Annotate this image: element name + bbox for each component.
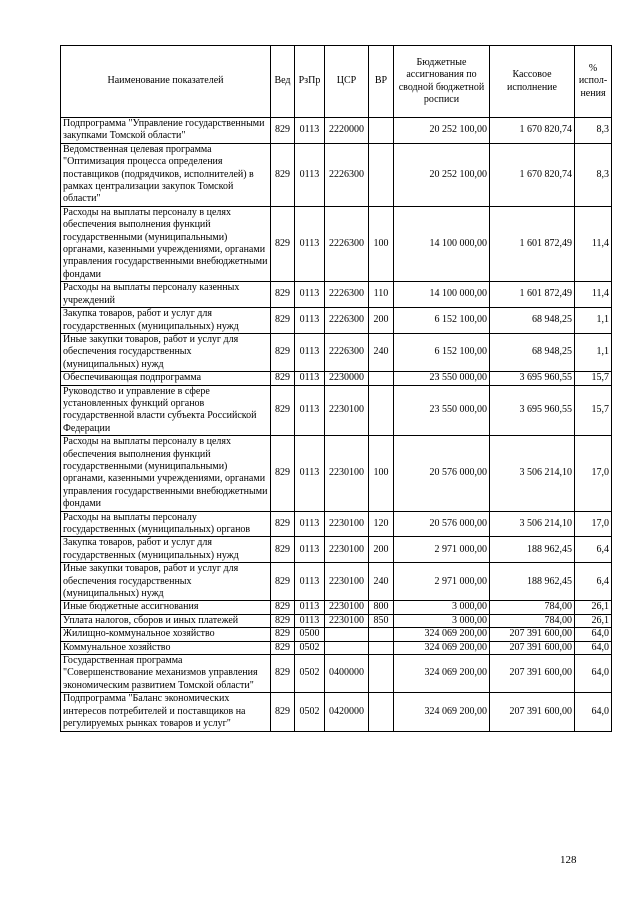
cell-vr xyxy=(369,628,394,641)
cell-rzpr: 0500 xyxy=(295,628,325,641)
cell-csr: 2230100 xyxy=(325,601,369,614)
cell-ved: 829 xyxy=(271,118,295,144)
cell-csr: 0400000 xyxy=(325,655,369,693)
cell-ved: 829 xyxy=(271,563,295,601)
table-row xyxy=(61,385,612,436)
cell-ved: 829 xyxy=(271,282,295,308)
cell-name: Уплата налогов, сборов и иных платежей xyxy=(61,614,271,627)
cell-rzpr: 0113 xyxy=(295,143,325,206)
cell-name: Ведомственная целевая программа "Оптимизация процесса определения поставщиков (подрядчиков, исполнителей) в рамках централизации закупок Томской области" xyxy=(61,143,271,206)
table-row xyxy=(61,563,612,601)
cell-ved: 829 xyxy=(271,628,295,641)
table-row xyxy=(61,206,612,281)
cell-percent: 64,0 xyxy=(575,641,612,654)
cell-budget: 20 576 000,00 xyxy=(394,511,490,537)
table-row xyxy=(61,537,612,563)
cell-rzpr: 0502 xyxy=(295,655,325,693)
cell-percent: 26,1 xyxy=(575,614,612,627)
cell-csr: 2220000 xyxy=(325,118,369,144)
cell-cash: 1 601 872,49 xyxy=(490,282,575,308)
table-row xyxy=(61,282,612,308)
cell-rzpr: 0113 xyxy=(295,511,325,537)
cell-ved: 829 xyxy=(271,333,295,371)
header-cash: Кассовое исполнение xyxy=(490,46,575,118)
table-row xyxy=(61,511,612,537)
cell-budget: 20 576 000,00 xyxy=(394,436,490,511)
cell-cash: 1 670 820,74 xyxy=(490,143,575,206)
cell-rzpr: 0502 xyxy=(295,693,325,731)
cell-name: Закупка товаров, работ и услуг для государственных (муниципальных) нужд xyxy=(61,308,271,334)
cell-csr: 2226300 xyxy=(325,308,369,334)
cell-budget: 6 152 100,00 xyxy=(394,308,490,334)
cell-cash: 784,00 xyxy=(490,601,575,614)
cell-rzpr: 0113 xyxy=(295,333,325,371)
cell-vr xyxy=(369,385,394,436)
cell-cash: 3 695 960,55 xyxy=(490,372,575,385)
cell-vr xyxy=(369,693,394,731)
cell-vr: 850 xyxy=(369,614,394,627)
cell-percent: 8,3 xyxy=(575,143,612,206)
cell-percent: 6,4 xyxy=(575,537,612,563)
cell-ved: 829 xyxy=(271,385,295,436)
cell-name: Обеспечивающая подпрограмма xyxy=(61,372,271,385)
cell-cash: 68 948,25 xyxy=(490,333,575,371)
cell-name: Государственная программа "Совершенствование механизмов управления экономическим развитием Томской области" xyxy=(61,655,271,693)
cell-name: Коммунальное хозяйство xyxy=(61,641,271,654)
cell-csr: 2226300 xyxy=(325,333,369,371)
cell-percent: 11,4 xyxy=(575,206,612,281)
cell-cash: 68 948,25 xyxy=(490,308,575,334)
cell-csr: 2230000 xyxy=(325,372,369,385)
table-row xyxy=(61,614,612,627)
cell-cash: 188 962,45 xyxy=(490,563,575,601)
cell-ved: 829 xyxy=(271,308,295,334)
cell-percent: 11,4 xyxy=(575,282,612,308)
cell-ved: 829 xyxy=(271,601,295,614)
table-row xyxy=(61,308,612,334)
cell-budget: 2 971 000,00 xyxy=(394,537,490,563)
cell-vr xyxy=(369,118,394,144)
cell-csr xyxy=(325,641,369,654)
cell-budget: 6 152 100,00 xyxy=(394,333,490,371)
cell-name: Расходы на выплаты персоналу в целях обеспечения выполнения функций государственными (муниципальными) органами, казенными учреждениями, органами управления государственными внебюджетными фондами xyxy=(61,436,271,511)
cell-vr xyxy=(369,372,394,385)
table-row xyxy=(61,693,612,731)
cell-rzpr: 0113 xyxy=(295,385,325,436)
table-row xyxy=(61,436,612,511)
cell-csr: 2230100 xyxy=(325,436,369,511)
cell-ved: 829 xyxy=(271,143,295,206)
cell-name: Иные закупки товаров, работ и услуг для обеспечения государственных (муниципальных) нужд xyxy=(61,333,271,371)
cell-percent: 1,1 xyxy=(575,333,612,371)
header-rzpr: РзПр xyxy=(295,46,325,118)
cell-vr: 200 xyxy=(369,308,394,334)
cell-rzpr: 0113 xyxy=(295,282,325,308)
cell-vr: 100 xyxy=(369,206,394,281)
header-percent: % испол-нения xyxy=(575,46,612,118)
cell-budget: 20 252 100,00 xyxy=(394,143,490,206)
cell-rzpr: 0502 xyxy=(295,641,325,654)
cell-percent: 15,7 xyxy=(575,385,612,436)
cell-cash: 1 601 872,49 xyxy=(490,206,575,281)
cell-cash: 1 670 820,74 xyxy=(490,118,575,144)
cell-percent: 26,1 xyxy=(575,601,612,614)
cell-vr: 110 xyxy=(369,282,394,308)
cell-name: Руководство и управление в сфере установленных функций органов государственной власти субъекта Российской Федерации xyxy=(61,385,271,436)
budget-execution-table xyxy=(60,45,612,732)
cell-name: Жилищно-коммунальное хозяйство xyxy=(61,628,271,641)
cell-rzpr: 0113 xyxy=(295,601,325,614)
cell-vr: 120 xyxy=(369,511,394,537)
cell-vr: 200 xyxy=(369,537,394,563)
cell-ved: 829 xyxy=(271,693,295,731)
cell-percent: 64,0 xyxy=(575,628,612,641)
cell-budget: 23 550 000,00 xyxy=(394,372,490,385)
table-row xyxy=(61,333,612,371)
cell-budget: 324 069 200,00 xyxy=(394,693,490,731)
cell-name: Подпрограмма "Управление государственными закупками Томской области" xyxy=(61,118,271,144)
cell-budget: 14 100 000,00 xyxy=(394,206,490,281)
cell-percent: 1,1 xyxy=(575,308,612,334)
cell-budget: 324 069 200,00 xyxy=(394,641,490,654)
cell-csr: 2226300 xyxy=(325,143,369,206)
cell-percent: 6,4 xyxy=(575,563,612,601)
cell-rzpr: 0113 xyxy=(295,436,325,511)
cell-name: Расходы на выплаты персоналу казенных учреждений xyxy=(61,282,271,308)
cell-ved: 829 xyxy=(271,537,295,563)
cell-cash: 3 506 214,10 xyxy=(490,436,575,511)
cell-budget: 324 069 200,00 xyxy=(394,628,490,641)
cell-vr: 100 xyxy=(369,436,394,511)
header-name: Наименование показателей xyxy=(61,46,271,118)
cell-ved: 829 xyxy=(271,614,295,627)
cell-cash: 188 962,45 xyxy=(490,537,575,563)
cell-cash: 3 506 214,10 xyxy=(490,511,575,537)
cell-percent: 64,0 xyxy=(575,693,612,731)
cell-csr xyxy=(325,628,369,641)
cell-csr: 0420000 xyxy=(325,693,369,731)
cell-percent: 15,7 xyxy=(575,372,612,385)
cell-csr: 2230100 xyxy=(325,614,369,627)
cell-rzpr: 0113 xyxy=(295,308,325,334)
cell-rzpr: 0113 xyxy=(295,206,325,281)
cell-csr: 2226300 xyxy=(325,206,369,281)
cell-rzpr: 0113 xyxy=(295,537,325,563)
cell-csr: 2226300 xyxy=(325,282,369,308)
table-row xyxy=(61,601,612,614)
cell-percent: 17,0 xyxy=(575,436,612,511)
cell-csr: 2230100 xyxy=(325,537,369,563)
cell-cash: 207 391 600,00 xyxy=(490,628,575,641)
table-row xyxy=(61,143,612,206)
cell-budget: 324 069 200,00 xyxy=(394,655,490,693)
cell-ved: 829 xyxy=(271,372,295,385)
header-csr: ЦСР xyxy=(325,46,369,118)
cell-budget: 3 000,00 xyxy=(394,614,490,627)
cell-ved: 829 xyxy=(271,206,295,281)
table-row xyxy=(61,655,612,693)
cell-budget: 14 100 000,00 xyxy=(394,282,490,308)
cell-budget: 20 252 100,00 xyxy=(394,118,490,144)
cell-ved: 829 xyxy=(271,655,295,693)
cell-vr: 240 xyxy=(369,333,394,371)
table-row xyxy=(61,118,612,144)
cell-csr: 2230100 xyxy=(325,563,369,601)
cell-ved: 829 xyxy=(271,436,295,511)
cell-csr: 2230100 xyxy=(325,511,369,537)
table-header-row xyxy=(61,46,612,118)
cell-vr xyxy=(369,641,394,654)
table-row xyxy=(61,372,612,385)
cell-vr xyxy=(369,143,394,206)
cell-vr: 240 xyxy=(369,563,394,601)
cell-name: Иные закупки товаров, работ и услуг для обеспечения государственных (муниципальных) нужд xyxy=(61,563,271,601)
page-number: 128 xyxy=(560,854,577,866)
cell-cash: 207 391 600,00 xyxy=(490,641,575,654)
header-budget: Бюджетные ассигнования по сводной бюджетной росписи xyxy=(394,46,490,118)
cell-ved: 829 xyxy=(271,511,295,537)
cell-cash: 3 695 960,55 xyxy=(490,385,575,436)
cell-budget: 2 971 000,00 xyxy=(394,563,490,601)
cell-cash: 207 391 600,00 xyxy=(490,655,575,693)
cell-rzpr: 0113 xyxy=(295,372,325,385)
cell-vr xyxy=(369,655,394,693)
cell-name: Расходы на выплаты персоналу в целях обеспечения выполнения функций государственными (муниципальными) органами, казенными учреждениями, органами управления государственными внебюджетными фондами xyxy=(61,206,271,281)
cell-name: Иные бюджетные ассигнования xyxy=(61,601,271,614)
cell-ved: 829 xyxy=(271,641,295,654)
cell-budget: 23 550 000,00 xyxy=(394,385,490,436)
cell-rzpr: 0113 xyxy=(295,118,325,144)
cell-cash: 207 391 600,00 xyxy=(490,693,575,731)
cell-rzpr: 0113 xyxy=(295,614,325,627)
cell-csr: 2230100 xyxy=(325,385,369,436)
cell-rzpr: 0113 xyxy=(295,563,325,601)
cell-percent: 17,0 xyxy=(575,511,612,537)
header-vr: ВР xyxy=(369,46,394,118)
cell-name: Закупка товаров, работ и услуг для государственных (муниципальных) нужд xyxy=(61,537,271,563)
cell-name: Подпрограмма "Баланс экономических интересов потребителей и поставщиков на регулируемых рынках товаров и услуг" xyxy=(61,693,271,731)
cell-percent: 64,0 xyxy=(575,655,612,693)
table-row xyxy=(61,628,612,641)
cell-cash: 784,00 xyxy=(490,614,575,627)
header-ved: Вед xyxy=(271,46,295,118)
table-body xyxy=(61,118,612,732)
cell-percent: 8,3 xyxy=(575,118,612,144)
cell-vr: 800 xyxy=(369,601,394,614)
table-row xyxy=(61,641,612,654)
cell-budget: 3 000,00 xyxy=(394,601,490,614)
cell-name: Расходы на выплаты персоналу государственных (муниципальных) органов xyxy=(61,511,271,537)
